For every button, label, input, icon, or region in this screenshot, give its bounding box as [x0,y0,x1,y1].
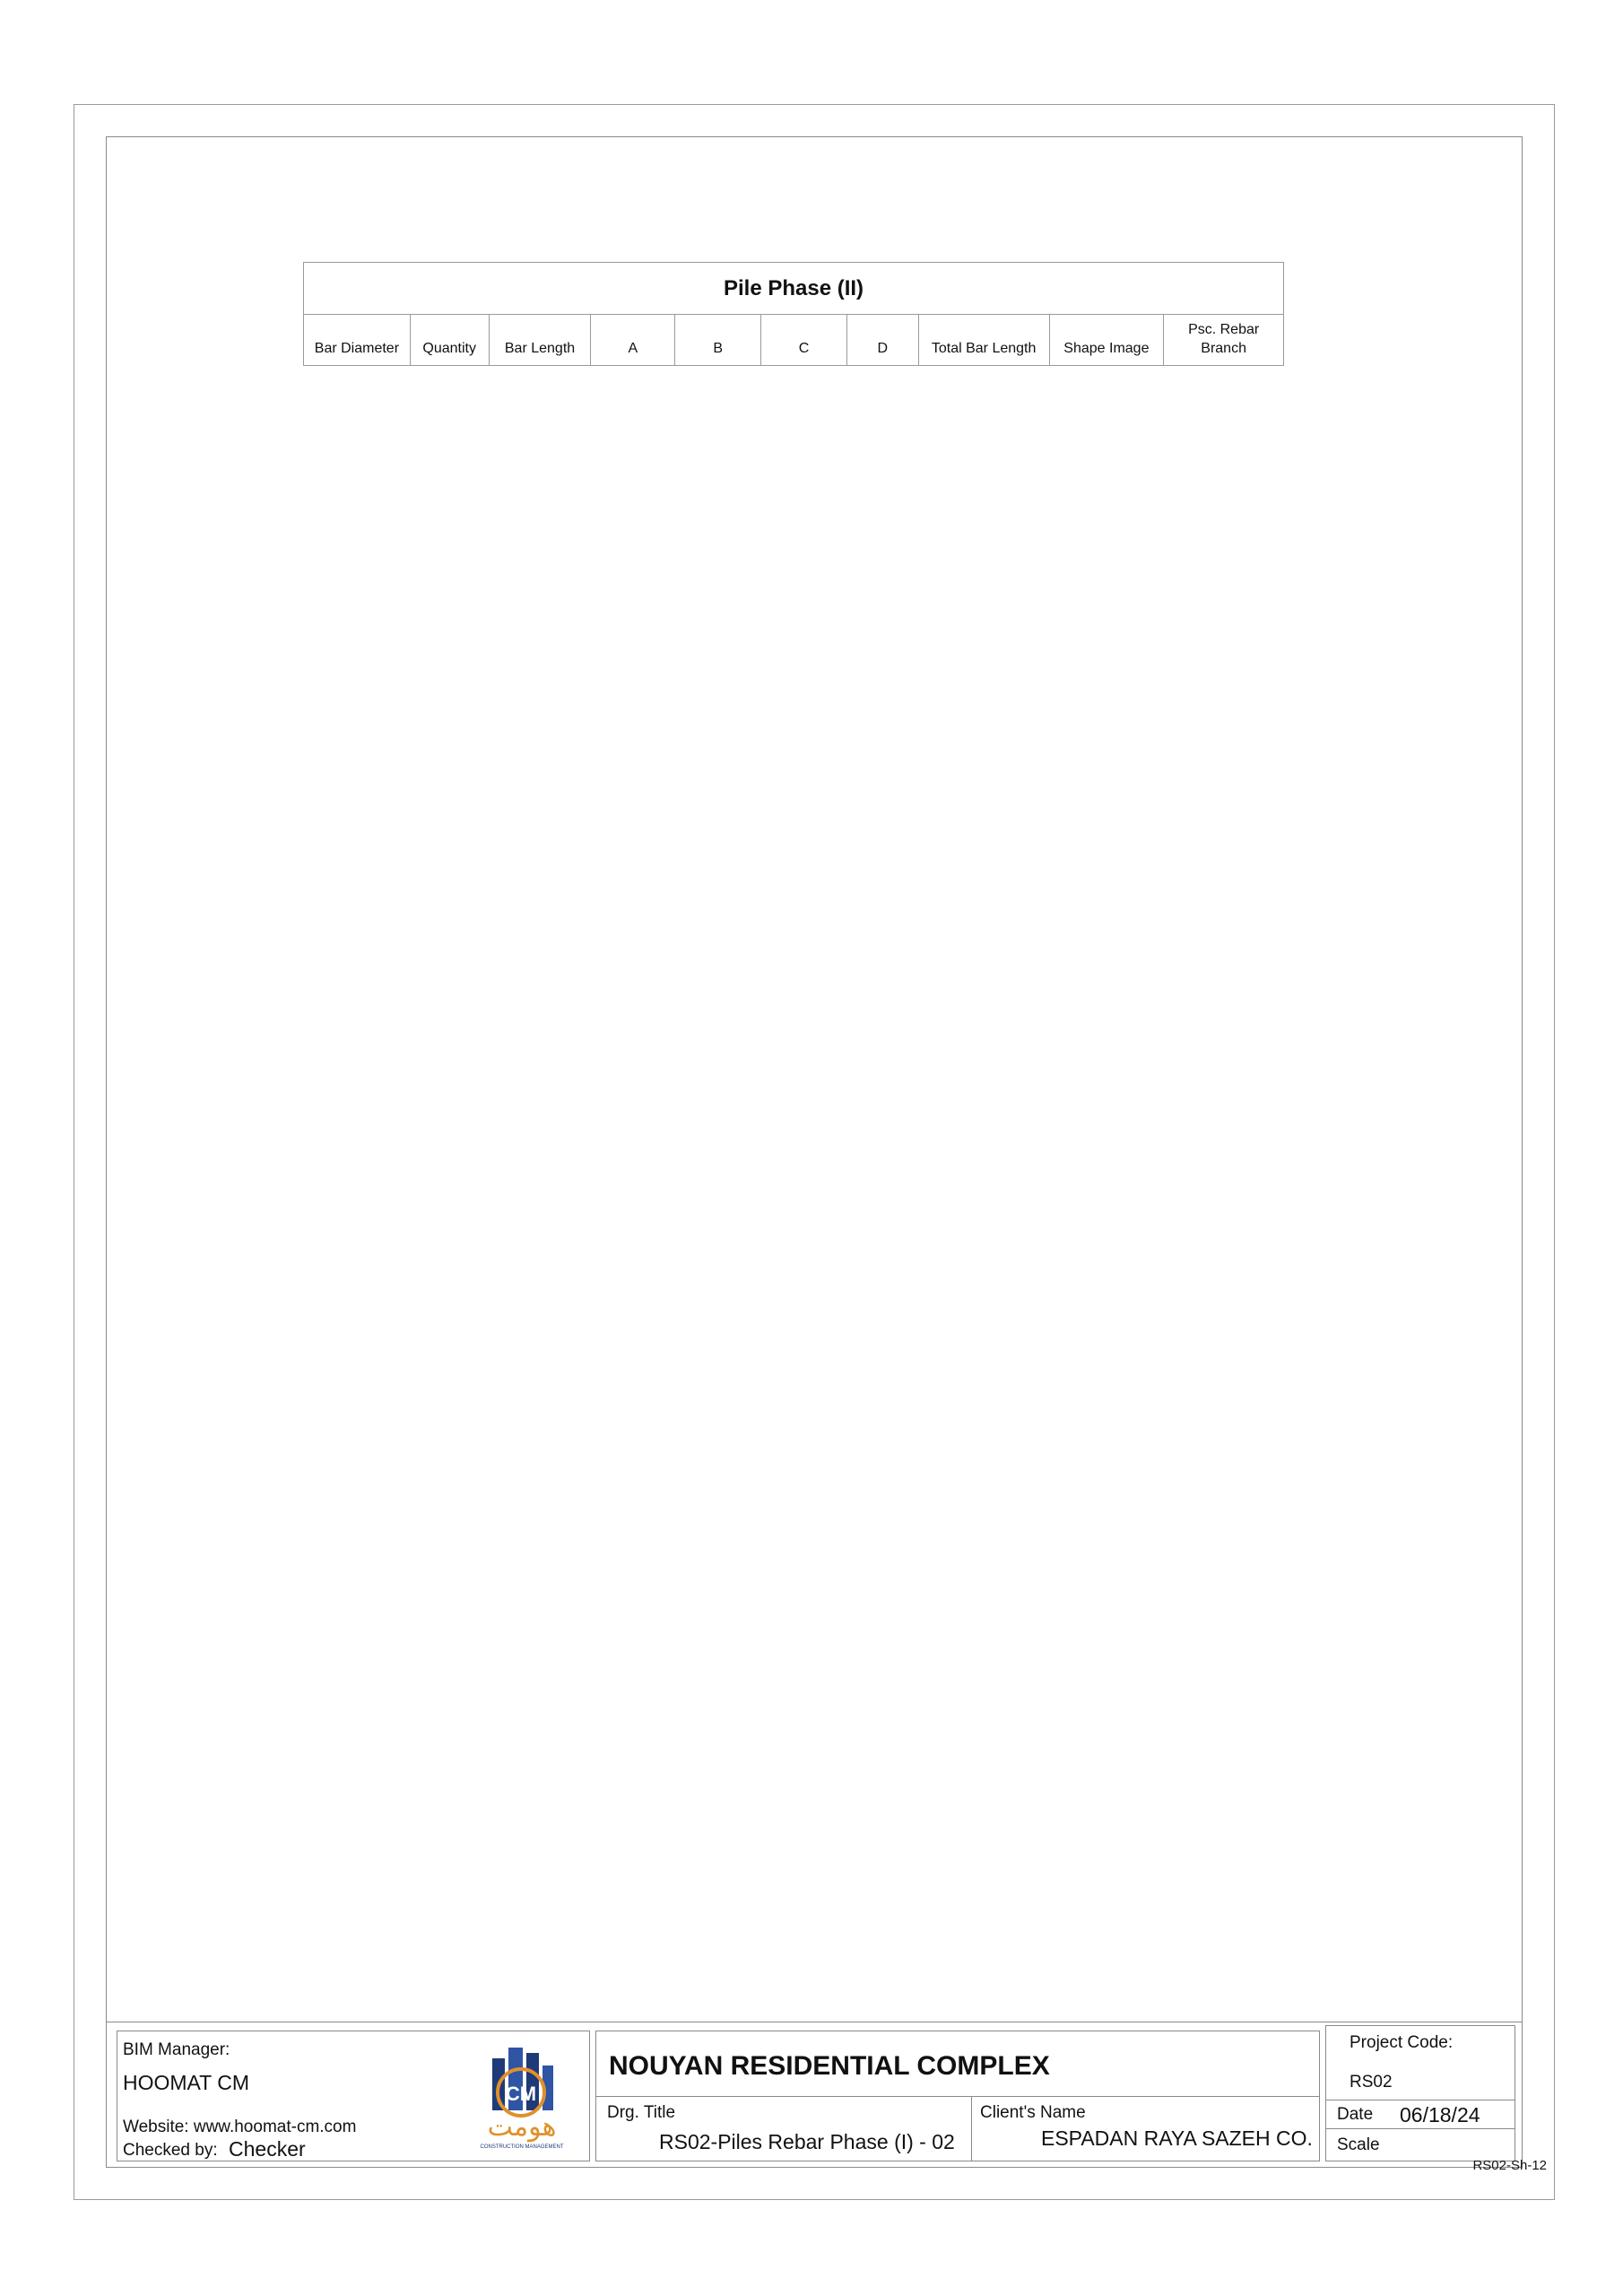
svg-text:CM: CM [505,2083,537,2105]
header-total-bar-length: Total Bar Length [918,315,1049,365]
header-bar-length: Bar Length [489,315,591,365]
logo-caption: CONSTRUCTION MANAGEMENT [480,2144,564,2150]
project-info-box [595,2031,1320,2161]
bim-manager-value: HOOMAT CM [123,2071,249,2094]
scale-label: Scale [1337,2135,1380,2154]
drawing-title-label: Drg. Title [607,2103,676,2122]
checked-by-label: Checked by: [123,2141,218,2160]
date-label: Date [1337,2105,1374,2124]
header-shape-image: Shape Image [1049,315,1164,365]
sheet-inner-border [106,136,1523,2168]
header-quantity: Quantity [410,315,489,365]
website-text: Website: www.hoomat-cm.com [123,2118,357,2136]
checked-by-value: Checker [229,2137,306,2161]
header-a: A [590,315,674,365]
company-logo [465,2042,578,2155]
date-divider [1326,2128,1515,2129]
client-label: Client's Name [980,2103,1086,2122]
logo-wordmark: هومت [487,2112,557,2142]
header-b: B [674,315,760,365]
project-code-value: RS02 [1350,2073,1393,2092]
sheet-reference: RS02-Sh-12 [1472,2158,1547,2173]
header-d: D [846,315,918,365]
client-value: ESPADAN RAYA SAZEH CO. [1041,2126,1313,2150]
bim-manager-label: BIM Manager: [123,2040,230,2059]
header-c: C [760,315,846,365]
bim-manager-box [117,2031,590,2161]
header-psc-rebar-branch: Psc. Rebar Branch [1163,315,1283,365]
drawing-title-value: RS02-Piles Rebar Phase (I) - 02 [659,2130,955,2153]
header-bar-diameter: Bar Diameter [314,341,400,357]
rebar-schedule-table [303,262,1284,366]
project-info-divider [596,2096,1319,2097]
project-name: NOUYAN RESIDENTIAL COMPLEX [609,2051,1050,2081]
date-value: 06/18/24 [1400,2103,1480,2126]
project-code-box [1325,2025,1515,2161]
schedule-header-row [303,314,1284,366]
project-info-vdivider [971,2096,972,2161]
project-code-label: Project Code: [1350,2033,1454,2052]
schedule-title: Pile Phase (II) [303,262,1284,314]
